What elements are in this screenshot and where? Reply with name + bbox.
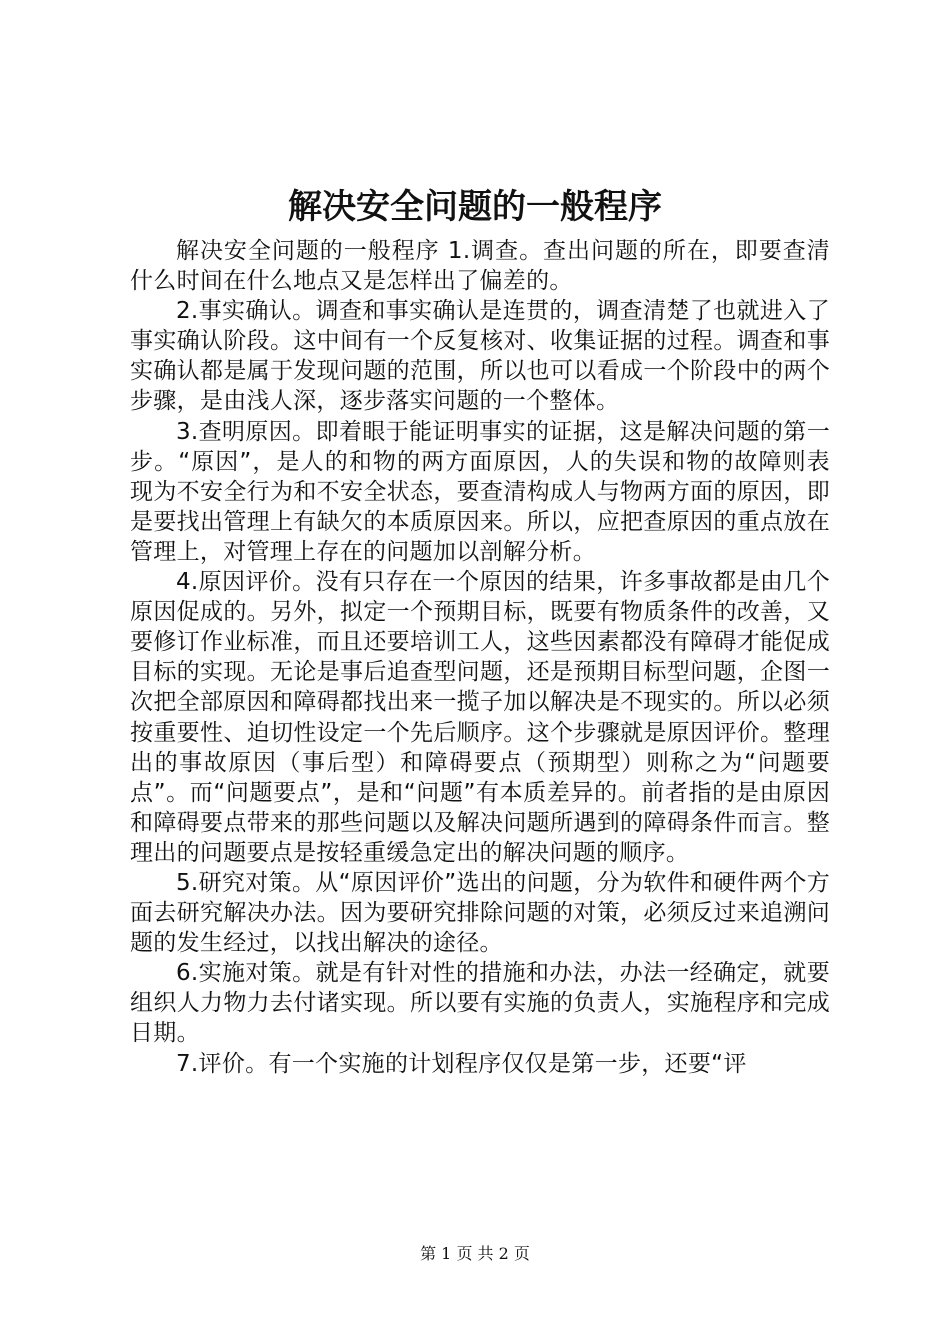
paragraph-5-research-countermeasures: 5.研究对策。从“原因评价”选出的问题，分为软件和硬件两个方面去研究解决办法。因为要研究排除问题的对策，必须反过来追溯问题的发生经过，以找出解决的途径。 — [130, 869, 830, 957]
paragraph-4-cause-evaluation: 4.原因评价。没有只存在一个原因的结果，许多事故都是由几个原因促成的。另外，拟定一个预期目标，既要有物质条件的改善，又要修订作业标准，而且还要培训工人，这些因素都没有障碍才能促成目标的实现。无论是事后追查型问题，还是预期目标型问题，企图一次把全部原因和障碍都找出来一揽子加以解决是不现实的。所以必须按重要性、迫切性设定一个先后顺序。这个步骤就是原因评价。整理出的事故原因（事后型）和障碍要点（预期型）则称之为“问题要点”。而“问题要点”，是和“问题”有本质差异的。前者指的是由原因和障碍要点带来的那些问题以及解决问题所遇到的障碍条件而言。整理出的问题要点是按轻重缓急定出的解决问题的顺序。 — [130, 569, 830, 866]
paragraph-7-evaluation: 7.评价。有一个实施的计划程序仅仅是第一步，还要“评 — [176, 1050, 747, 1077]
page-number-footer: 第 1 页 共 2 页 — [420, 1244, 530, 1263]
paragraph-6-implement-countermeasures: 6.实施对策。就是有针对性的措施和办法，办法一经确定，就要组织人力物力去付诸实现。所以要有实施的负责人，实施程序和完成日期。 — [130, 960, 830, 1047]
document-body — [130, 236, 830, 1079]
paragraph-3-find-causes: 3.查明原因。即着眼于能证明事实的证据，这是解决问题的第一步。“原因”，是人的和物的两方面原因，人的失误和物的故障则表现为不安全行为和不安全状态，要查清构成人与物两方面的原因，即是要找出管理上有缺欠的本质原因来。所以，应把查原因的重点放在管理上，对管理上存在的问题加以剖解分析。 — [130, 418, 830, 565]
paragraph-1-investigate: 解决安全问题的一般程序 1.调查。查出问题的所在，即要查清什么时间在什么地点又是怎样出了偏差的。 — [130, 238, 830, 295]
document-title: 解决安全问题的一般程序 — [288, 187, 662, 227]
paragraph-2-fact-confirmation: 2.事实确认。调查和事实确认是连贯的，调查清楚了也就进入了事实确认阶段。这中间有一个反复核对、收集证据的过程。调查和事实确认都是属于发现问题的范围，所以也可以看成一个阶段中的两个步骤，是由浅人深，逐步落实问题的一个整体。 — [130, 298, 830, 415]
